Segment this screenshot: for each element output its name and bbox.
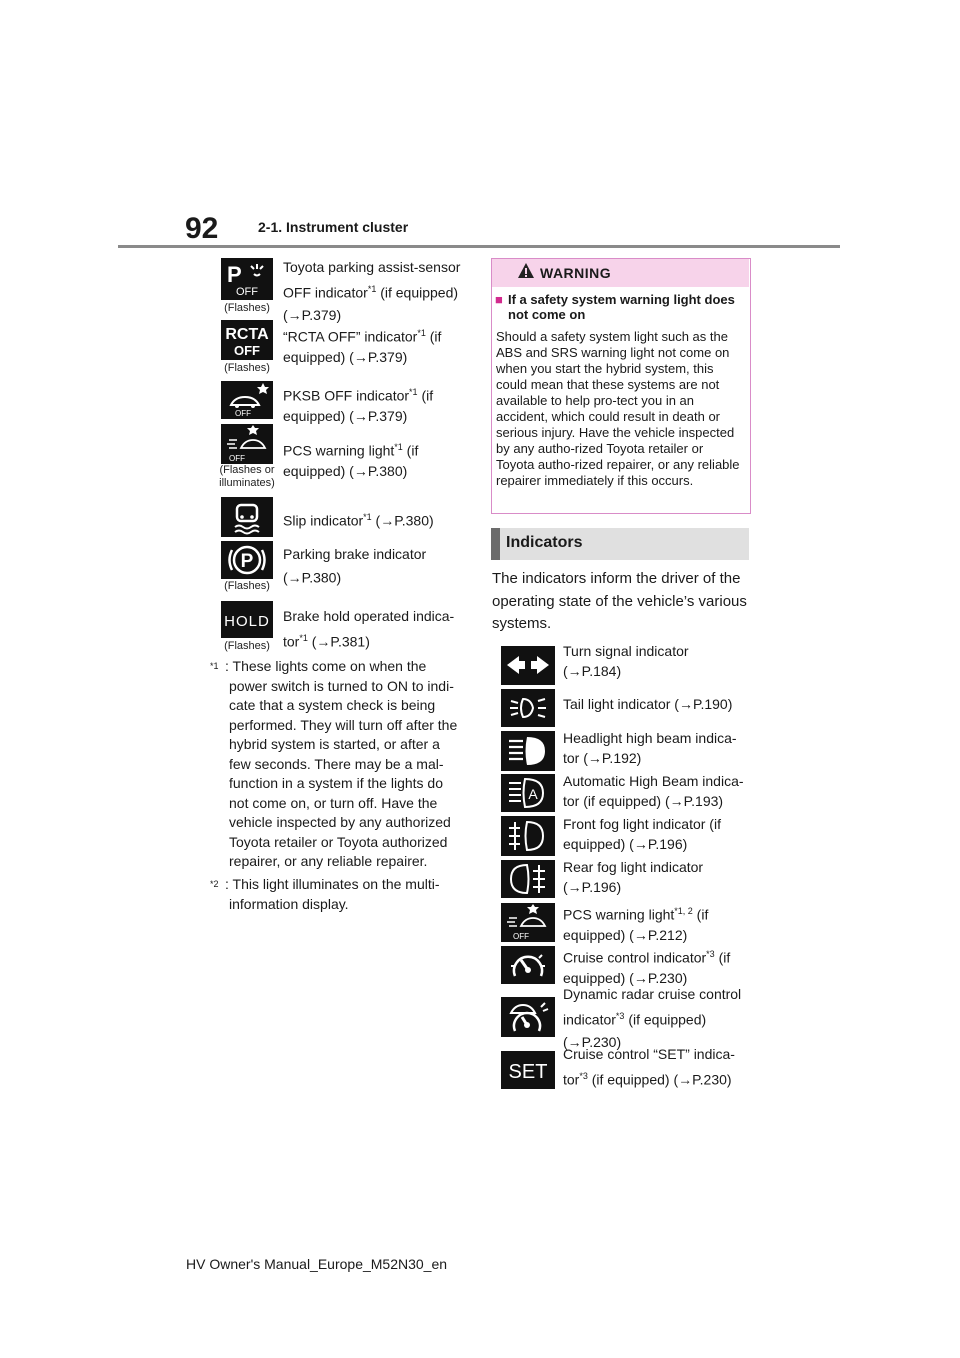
footer-text: HV Owner's Manual_Europe_M52N30_en (186, 1256, 448, 1272)
indicator-description: “RCTA OFF” indicator$^{*1}$ (if equipped) (→P.379) (283, 328, 442, 365)
indicator-description: Cruise control indicator$^{*3}$ (if equipped) (→P.230) (563, 949, 731, 986)
indicator-description: PCS warning light$^{*1, 2}$ (if equipped) (→P.212) (563, 906, 709, 943)
svg-text:OFF: OFF (234, 343, 260, 358)
header-rule (118, 245, 840, 248)
svg-text:OFF: OFF (229, 454, 245, 463)
svg-text:A: A (528, 786, 538, 802)
icon-caption: (Flashes) (224, 302, 270, 314)
indicator-description: Front fog light indicator (if equipped) (→P.196) (563, 816, 721, 852)
indicator-description: Turn signal indicator (→P.184) (563, 643, 689, 679)
radar-cruise-icon (501, 997, 555, 1037)
rcta-off-icon (221, 320, 273, 360)
indicator-description: Rear fog light indicator (→P.196) (563, 859, 704, 895)
indicators-header-bar (491, 528, 500, 560)
warning-body: Should a safety system light such as the ABS and SRS warning light not come on when you start the hybrid system, this could mean that these systems are not available to help pro-tect you in an accident, which could result in death or serious injury. Have the vehicle inspected by any autho-rized Toyota retailer or Toyota autho-rized repairer, or any reliable repairer immediately if this occurs. (496, 329, 740, 488)
svg-text:SET: SET (508, 1061, 548, 1083)
icon-caption: (Flashes or illuminates) (219, 464, 275, 489)
footnote: *1 : These lights come on when the power switch is turned to ON to indi-cate that a system check is being performed. They will turn off after the hybrid system is started, or after a few seconds. There may be a mal-function in a system if the lights do not come on, or turn off. Have the vehicle inspected by any authorized Toyota retailer or Toyota authorized repairer, or any reliable repairer. (210, 658, 458, 869)
footnote: *2 : This light illuminates on the multi-information display. (210, 876, 440, 912)
cruise-set-icon (501, 1051, 555, 1089)
indicator-description: Headlight high beam indica-tor (→P.192) (563, 730, 737, 766)
indicator-description: Toyota parking assist-sensor OFF indicator$^{*1}$ (if equipped) (→P.379) (283, 259, 461, 323)
front-fog-icon (501, 816, 555, 856)
indicator-description: Dynamic radar cruise control indicator$^{*3}$ (if equipped) (→P.230) (563, 986, 742, 1050)
warning-title: WARNING (540, 265, 612, 281)
pcs-warning-icon (221, 424, 273, 464)
high-beam-icon (501, 731, 555, 771)
page-number: 92 (185, 212, 219, 245)
icon-caption: (Flashes) (224, 362, 270, 374)
brake-hold-icon (221, 601, 273, 638)
pcs-warning-off-icon (501, 903, 555, 942)
slip-indicator-icon (221, 497, 273, 537)
cruise-control-icon (501, 946, 555, 984)
svg-text:OFF: OFF (235, 409, 251, 418)
indicator-description: PKSB OFF indicator$^{*1}$ (if equipped) (→P.379) (283, 387, 434, 424)
indicator-description: PCS warning light$^{*1}$ (if equipped) (→P.380) (283, 442, 419, 479)
indicator-description: Automatic High Beam indica-tor (if equipped) (→P.193) (563, 773, 744, 809)
icon-caption: (Flashes) (224, 580, 270, 592)
indicator-description: Tail light indicator (→P.190) (563, 696, 733, 712)
turn-signal-icon (501, 646, 555, 685)
svg-text:HOLD: HOLD (224, 613, 270, 630)
svg-text:OFF: OFF (236, 286, 258, 298)
auto-high-beam-icon (501, 774, 555, 812)
svg-text:P: P (227, 262, 242, 287)
tail-light-icon (501, 689, 555, 727)
icon-caption: (Flashes) (224, 640, 270, 652)
rear-fog-icon (501, 860, 555, 898)
indicator-description: Parking brake indicator (→P.380) (283, 546, 427, 586)
parking-brake-icon (221, 541, 273, 579)
indicator-description: Cruise control “SET” indica-tor$^{*3}$ (if equipped) (→P.230) (563, 1046, 735, 1088)
indicator-description: Brake hold operated indica-tor$^{*1}$ (→P.381) (283, 608, 455, 650)
pksb-off-icon (221, 381, 273, 419)
section-title: 2-1. Instrument cluster (258, 219, 409, 235)
svg-text:P: P (240, 551, 254, 572)
svg-text:OFF: OFF (513, 932, 529, 941)
warning-subhead: ■ If a safety system warning light does not come on (495, 292, 735, 322)
indicators-title: Indicators (506, 534, 583, 551)
svg-text:RCTA: RCTA (225, 326, 269, 343)
indicators-intro: The indicators inform the driver of the operating state of the vehicle’s various systems. (492, 570, 747, 632)
indicator-description: Slip indicator$^{*1}$ (→P.380) (283, 512, 434, 529)
parking-assist-off-icon (221, 258, 273, 300)
warning-triangle-icon (517, 262, 535, 279)
